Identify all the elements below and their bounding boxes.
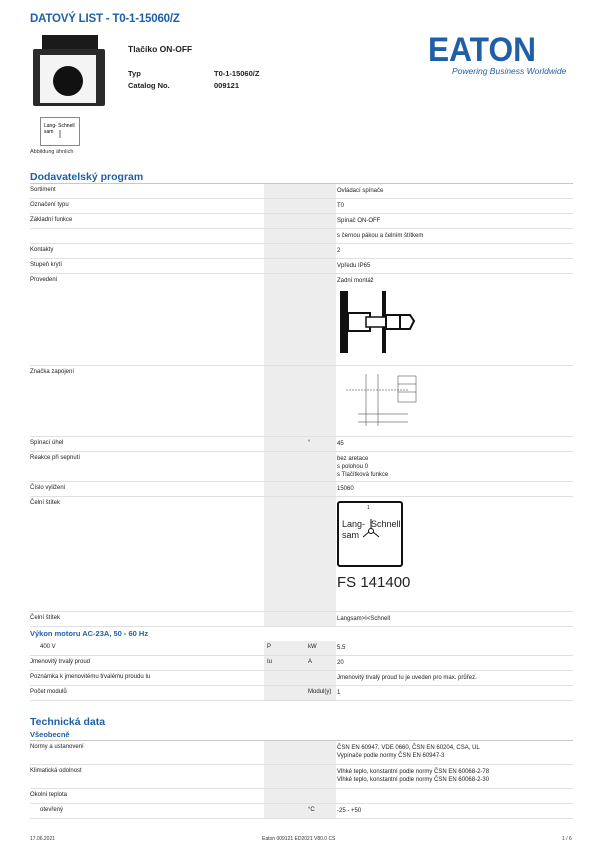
footer-document-id: Eaton 009121 ED2021 V80.0 CS <box>262 836 336 842</box>
table-row: Značka zapojení <box>30 366 573 437</box>
front-plate-image: 1 Lang- sam Schnell <box>337 501 403 567</box>
product-image <box>30 33 108 108</box>
table-row: Poznámka k jmenovitému trvalému proudu Iu Jmenovitý trvalý proud Iu je uveden pro max. průřez. <box>30 671 573 686</box>
table-row: Jmenovitý trvalý proud Iu A 20 <box>30 656 573 671</box>
table-row: Čelní štítek 1 Lang- sam Schnell FS 141400 <box>30 497 573 612</box>
footer-page-number: 1 / 6 <box>562 836 572 842</box>
type-value: T0-1-15060/Z <box>214 69 260 78</box>
document-title: DATOVÝ LIST - T0-1-15060/Z <box>30 13 180 25</box>
table-row: Reakce při sepnutí bez aretace s polohou 0 s Tlačítková funkce <box>30 452 573 482</box>
eaton-logo <box>428 31 536 63</box>
table-row: Provedení Zadní montáž <box>30 274 573 366</box>
table-row: Sortiment Ovládací spínače <box>30 184 573 199</box>
footer-date: 17.06.2021 <box>30 836 56 842</box>
table-row: Normy a ustanovení ČSN EN 60947, VDE 0660, ČSN EN 60204, CSA, UL Vypínače podle normy ČSN EN 60947-3 <box>30 741 573 765</box>
table-row: Kontakty 2 <box>30 244 573 259</box>
section-motor-power: Výkon motoru AC-23A, 50 - 60 Hz <box>30 629 149 638</box>
mounting-drawing <box>338 291 418 357</box>
table-row: 400 V P kW 5.5 <box>30 641 573 656</box>
table-row: Stupeň krytí Vpředu IP65 <box>30 259 573 274</box>
table-row: otevřený °C -25 - +50 <box>30 804 573 819</box>
table-row: Označení typu T0 <box>30 199 573 214</box>
table-row: Klimatická odolnost Vlhké teplo, konstantní podle normy ČSN EN 60068-2-78 Vlhké teplo, konstantní podle normy ČSN EN 60068-2-30 <box>30 765 573 789</box>
image-note: Abbildung ähnlich <box>30 149 74 155</box>
table-row: Okolní teplota <box>30 789 573 804</box>
svg-text:sam: sam <box>44 129 54 135</box>
symbol-thumbnail <box>40 117 80 146</box>
brand-tagline: Powering Business Worldwide <box>452 66 567 76</box>
svg-text:Lang- Schnell: Lang- Schnell <box>44 123 75 129</box>
table-row: Základní funkce Spínač ON-OFF <box>30 214 573 229</box>
svg-text:EATON: EATON <box>428 31 536 63</box>
section-supplier-program: Dodavatelský program <box>30 171 144 183</box>
table-row: s černou pákou a čelním štítkem <box>30 229 573 244</box>
table-row: Počet modulů Modul(y) 1 <box>30 686 573 701</box>
catalog-label: Catalog No. <box>128 81 170 90</box>
type-label: Typ <box>128 69 141 78</box>
product-name: Tlačíko ON-OFF <box>128 44 193 54</box>
front-plate-code: FS 141400 <box>337 574 411 591</box>
table-row: Spínací úhel ° 45 <box>30 437 573 452</box>
wiring-diagram <box>338 370 418 432</box>
table-row: Číslo vyližení 15060 <box>30 482 573 497</box>
rotary-symbol <box>359 517 383 541</box>
section-general: Všeobecně <box>30 730 70 739</box>
catalog-value: 009121 <box>214 81 240 90</box>
table-row: Čelní štítek Langsam>I<Schnell <box>30 612 573 627</box>
section-technical-data: Technická data <box>30 716 106 728</box>
